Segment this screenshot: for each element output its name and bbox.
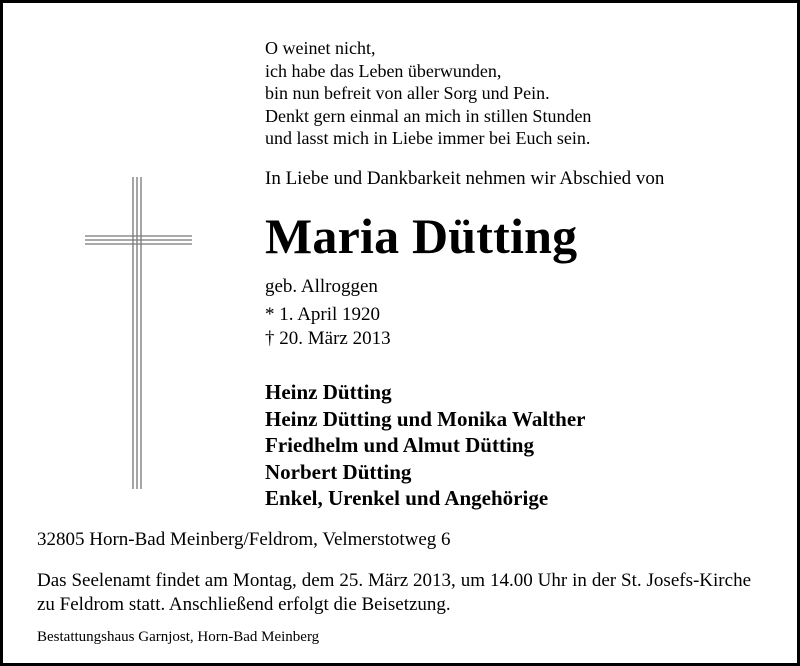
farewell-intro: In Liebe und Dankbarkeit nehmen wir Abschied von bbox=[265, 168, 665, 189]
mourner: Friedhelm und Almut Dütting bbox=[265, 433, 534, 457]
mourner: Heinz Dütting bbox=[265, 380, 392, 404]
mourners-list bbox=[265, 379, 586, 512]
mourner: Enkel, Urenkel und Angehörige bbox=[265, 486, 549, 510]
poem-line: O weinet nicht, bbox=[265, 38, 376, 58]
service-notice: Das Seelenamt findet am Montag, dem 25. März 2013, um 14.00 Uhr in der St. Josefs-Kirche zu Feldrom statt. Anschließend erfolgt die Beisetzung. bbox=[37, 570, 751, 615]
cross-icon bbox=[85, 177, 193, 489]
birth-date: * 1. April 1920 bbox=[265, 304, 381, 325]
life-dates bbox=[265, 303, 391, 351]
death-date: † 20. März 2013 bbox=[265, 328, 391, 349]
mourner: Norbert Dütting bbox=[265, 459, 412, 484]
funeral-home: Bestattungshaus Garnjost, Horn-Bad Meinberg bbox=[37, 629, 320, 645]
birth-name: geb. Allroggen bbox=[265, 276, 378, 297]
poem-line: ich habe das Leben überwunden, bbox=[265, 60, 502, 81]
poem-line: bin nun befreit von aller Sorg und Pein. bbox=[265, 83, 550, 103]
family-address: 32805 Horn-Bad Meinberg/Feldrom, Velmerstotweg 6 bbox=[37, 529, 451, 550]
poem bbox=[265, 37, 591, 150]
deceased-name: Maria Dütting bbox=[265, 208, 578, 264]
poem-line: Denkt gern einmal an mich in stillen Stunden bbox=[265, 105, 592, 126]
poem-line: und lasst mich in Liebe immer bei Euch sein. bbox=[265, 128, 591, 148]
mourner: Heinz Dütting und Monika Walther bbox=[265, 406, 586, 431]
